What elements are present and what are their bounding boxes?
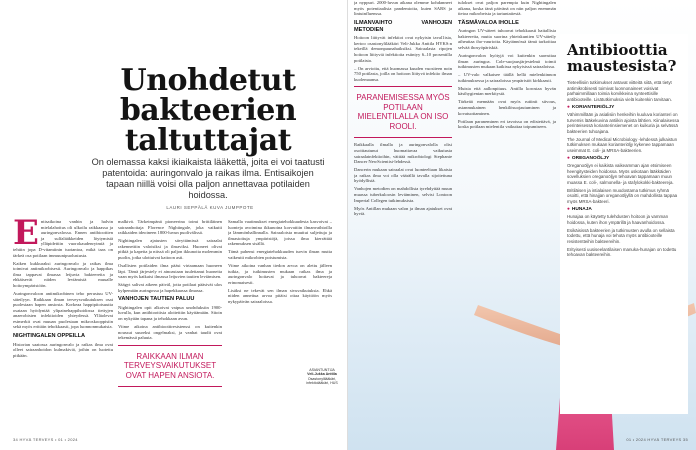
paragraph: Britiläisen ja intialaisen muodostama tutkimus ryhmä osoitti, että hinajjan oreganoöljyllä on mahdollista tappaa myös MRSA-bakteeri. — [567, 187, 678, 204]
page-folio-right: 01 • 2024 HYVÄ TERVEYS 35 — [626, 437, 688, 442]
paragraph: Viime aikoina antibioottiresistenssi on kuitenkin noussut suureksi ongelmaksi, ja vanhat taudit ovat tekemässä paluuta. — [118, 323, 222, 341]
paragraph: tulokset ovat paljon parempia kuin Nightingalen aikana, koska tänä päivänä on niin paljon enemmän tietoa mikrobeista ja tartuntatiestä. — [458, 0, 556, 17]
paragraph: Esikäisissä bakteerien ja tutkimusten avulla on sellaista todettu, että hunaja voi tehota myös antibiooteille resistentteihin bakteereihin. — [567, 227, 675, 244]
right-column-2 — [458, 0, 556, 300]
paragraph: Hoitoon liittyvät infektiot ovat nykyisin taval1isia, kertoo osastonylilääkäri Veli-Jukka Anttila HYKS:n tekeillä demonpaunahaiksiksi. Sairaalasta ripojen hoitoon liittyviä infektioita esiintyy 6–10 prosentilla potilaista. — [354, 35, 452, 63]
paragraph: Nightingalen opit alkoivat vaipua unohduksiin 1900-luvulla, kun antibioottisia aloitettiin käyttämään. Sitoin on nykyään tapana ja tehokkaan avun. — [118, 304, 222, 321]
paragraph: malkivä. Tärkeimpänä pioneerina toimi brittiläinen sairaanhoitaja Florence Nightingale, joka vaikutti raikkaiden ideoineen 1800-luvun puolivälissä. — [118, 219, 222, 236]
sidebar-title: Antibioottia maustesista? — [567, 41, 677, 75]
page-folio-left: 34 HYVÄ TERVEYS • 01 • 2024 — [13, 437, 78, 442]
paragraph: Auringon UV-säteet tuhoavat tehokkaasti haitallisia bakteereita, mutta suorina yhteiskuntien UV-säteily aiheuttaa iho-vaurioita. Käytännössä tämä tarkoittaa selvää ihosyöpäriskiä. — [458, 28, 556, 51]
sidebar-box — [560, 34, 688, 414]
article-lead: On olemassa kaksi ikiaikaista lääkettä, joita ei voi taatusti patentoida: auringonvalo ja raikas ilma. Entisaikojen tapaan niillä voisi olla paljon annettavaa potilaiden hoidossa. — [91, 157, 325, 200]
paragraph: Auringonvaloon antimikrobinen teho perustuu UV-säteilyyn. Raikkaan ilman terveysvaikutuksen osat puolestaan hapen ansiosta. Korkeaa happipitoisuutta osataan hyödyntää ylipainehappihoidossa tiettyjen anaerobisten infektioiden yhteydessä. Ylläolevat esimerkit ovat muuan puolestaan mikroskooppisiin sekä myös erittäin tehokkaasti, jopa luonnonmukaisia. — [13, 290, 113, 330]
sidebar-subheading: ● OREGANOÖLJY — [567, 156, 610, 162]
caption-label: ASIANTUNTIJA — [309, 368, 335, 372]
paragraph: ntisaikoina vanhin ja halvin mielalahoitus oli ulkoilu raikkaassa ja auringonvalossa. Ennen antibioottien ja sulfalääkkeiden löytymistä ylläpidettiin vuorokaudenrytmiä ja tehtiin jopa D-vitamiinin tuotantoa, mikä taas on tärkeä osa potilaan immuunipuolustusta. — [13, 219, 113, 258]
pull-quote: PARANEMISESSA MYÖS POTILAAN MIELENTILALLA ON ISO ROOLI. — [354, 86, 452, 138]
bullet-icon: ● — [567, 207, 570, 213]
caption-person: Veli-Jukka Anttila — [307, 372, 337, 377]
bullet-icon: ● — [567, 156, 570, 162]
paragraph: Nightingalen ajatusten sävyttämissä sairaalat rakennettiin valoisiksi ja ilmaviksi. Huoneet olivat pitkiä ja kapeita ja niissä oli paljon ikkunoita molemmin puolin, jotka ulottuivat kattoon asti. — [118, 238, 222, 260]
subheading: ILMANVAIHTO VANHOJEN METODIEN — [354, 19, 452, 33]
subheading: NIGHTINGALEN OPPEILLA — [13, 333, 86, 340]
sidebar-intro: Tieteellisiin tutkimukset antavat viitteitä siitä, että tietyt antimikrobisesti toimivat luonnonaineet voisivat parhaimmillaan toimia korvikkeina synteettisille antibiooteille. Lisätutkimuksia vielä kuitenkin tarvitaan. — [567, 80, 672, 102]
paragraph: Myös Antillan mukaan valon ja ilman ajatukset ovat hyviä. — [354, 205, 452, 217]
paragraph: Hunajaa on käytetty tulehdusten hoitoon ja vamman hoidossa, kuten ihon ympärillä ja haavanhoidossa. — [567, 214, 669, 225]
pull-quote: RAIKKAAN ILMAN TERVEYSVAIKUTUKSET OVAT HAPEN ANSIOTA. — [118, 345, 222, 388]
left-column-2 — [118, 219, 222, 429]
paragraph: Oreganoöljyn ei kaikista vaikeamman ajan etsimiseen heengitysteiden hoidossa. Myös uskotaan lääkkäiden sovelluksien oreganoöljyn tehoavan tappamaan muun muassa E. coli-, salmonella- ja stafylokokki-bakteereja. — [567, 163, 674, 185]
sidebar-subheading: ● HUNAJA — [567, 207, 592, 213]
subheading: VANHOJEN TAUTIEN PALUU — [118, 296, 195, 303]
paragraph: – UV-valo valkaisee täällä hellä mielenkiinnon tutkimuksessa ja sairaaloissa ympäristöt kirkkaasti. — [458, 72, 556, 83]
paragraph: Lisäksi ne tekevät sen ilman sivuvaikutuksia. Ehkä niiden annettua arvoa pitäisi ottaa käyttöön myös nykypäivän sairaaloissa. — [228, 287, 332, 304]
paragraph: Viime aikoina vanhan tiedon arvoa on alettu jälleen tutkia, ja tutkimusten mukaan raikas ilma ja auringonvalo hoitavat ja tuhoavat bakteereja erinomaisesti. — [228, 262, 332, 285]
left-column-1 — [13, 219, 113, 429]
paragraph: Osallisten potilaiden ilma pääsi virtaamaan huoneen läpi. Tämä järjestely ei ainoastaan tuulettanut huoneita vaan myös katkaisi ilmassa leijuvien tautien leviämisen. — [118, 262, 222, 280]
paragraph: – On arvioitu, että huomassa kuuden vuositeen noin 750 potilasta, joilla on hoitoon liittyvä infektio ilman kuolemaansa. — [354, 65, 452, 82]
paragraph: The Journal of Medical Microbiology -lehdessä julkaistun tutkimuksen mukaan korianteriöljy kykenee tappamaan useimmat E. coli- ja MRSA-bakteerien. — [567, 136, 678, 153]
paragraph: Auringonvalon hyötyjä voi kuitenkin saavuttaa ilman auringoa. Cole-suojausjärjestelmä toimii tutkimusten mukaan kaikissa nykyisissä sairaaloissa. — [458, 53, 556, 70]
expert-caption-block — [300, 368, 344, 386]
paragraph: Vähimmillään ja asialisiin henkeihin kuuluva korianteri on turvemis lääkekuvina antiikin ajoista lähtien. Kiinalaisessa perinteisessä korianterinsiemenet on kuikuria ja selvässä bakteerien tuhoajana. — [567, 112, 680, 134]
paragraph: Muista että aallonpituus. Antilla korostaa hyvän käsihygienian merkitystä. — [458, 85, 556, 97]
paragraph: Tärkeää mennään ovat myös rutiinit siivous, asianmukainen henkilösuojautuminen ja kovatuottaminen. — [458, 99, 556, 116]
paragraph: Erityisesti uusiseelantilaisen manuka-hunajan on todettu tehoavan bakteereihin. — [567, 246, 677, 258]
left-column-3 — [228, 219, 332, 429]
paragraph: Vanhojen metodien on mahdollista tyrehdyttää muun muassa tuberkuloosin leviäminen, selvisi Lontoon Imperial Collegen tutkimuksista. — [354, 186, 452, 203]
drop-cap: E — [13, 219, 39, 253]
sidebar-subheading: ● KORIANTERIÖLJY — [567, 105, 615, 110]
right-column-1 — [354, 0, 452, 368]
paragraph: Samalla vaatimukset energiatehokkuudesta kasvoivat – luonteja avoimina ikkunoina korvattiin ilmanvaihtoilla ja lämmönhallinnalla. Sairaaloista muuttui suljettuja ja ilmastoituja ympäristöjä, joissa ilma kierrättää rakennuksen sisällä. — [228, 219, 332, 247]
paragraph: Säägyt salivat aikeen päiväl, jotta potilaat pääsivät ulos kylpemään auringossa ja hapekkaassa ilmassa. — [118, 282, 222, 293]
paragraph: Tämä pahensi energiatehokkuuden turvin ilman mutta vaikeutti mikrobien poistumista. — [228, 249, 332, 260]
caption-role: Osastonylilääkäri, infektiolääkäri, HUS — [306, 376, 338, 386]
paragraph: Dancerin mukaan sairaalat ovat luonteeltaan likaisia ja raikas ilma voi olla väärällä tavalla sijoitettuna hyödyllistä. — [354, 167, 452, 184]
bullet-icon: ● — [567, 105, 570, 110]
paragraph: Raikkaalla ilmalla ja auringonvalolla olisi osoittautunut huomattavaa vaikutusta sairaalainfektioihin, väittää mikrobiologi Stephanie Dancer NewScientist-lehdessä. — [354, 142, 452, 165]
paragraph: Historian saatossa auringonvalo ja raikas ilma ovat olleet sairaanhoidon kulmakiviä, joihin on luotettu pitkään. — [13, 341, 113, 358]
paragraph: Kaiken kukkuraksi auringonvalo ja raikas ilma toimivat antimikrobisesti. Auringonvalo ja happikas ilma tappavat ilmassa leijuvia bakteereita ja ehkäisevät niiden leviämistä muualle hoitoympäristöön. — [13, 260, 113, 288]
paragraph: ja nyppuri. 2000-luvun aikana olemme kohdanneet myös potentiaalisia pandemioita, kuten SARS ja lintuinfluenssa. — [354, 0, 452, 17]
right-page — [348, 0, 696, 450]
subheading: TÄSMÄVALOA IHOLLE — [458, 19, 519, 26]
article-title: Unohdetut bakteerien taltuttajat — [119, 63, 297, 158]
byline: LAURI SEPPÄLÄ KUVA JUMPPOTE — [166, 205, 254, 210]
paragraph: Potilaan paraneminen eri tavoissa on edistettävä, ja koska potilaan mielentila vaikuttaa toipumiseen. — [458, 118, 556, 130]
